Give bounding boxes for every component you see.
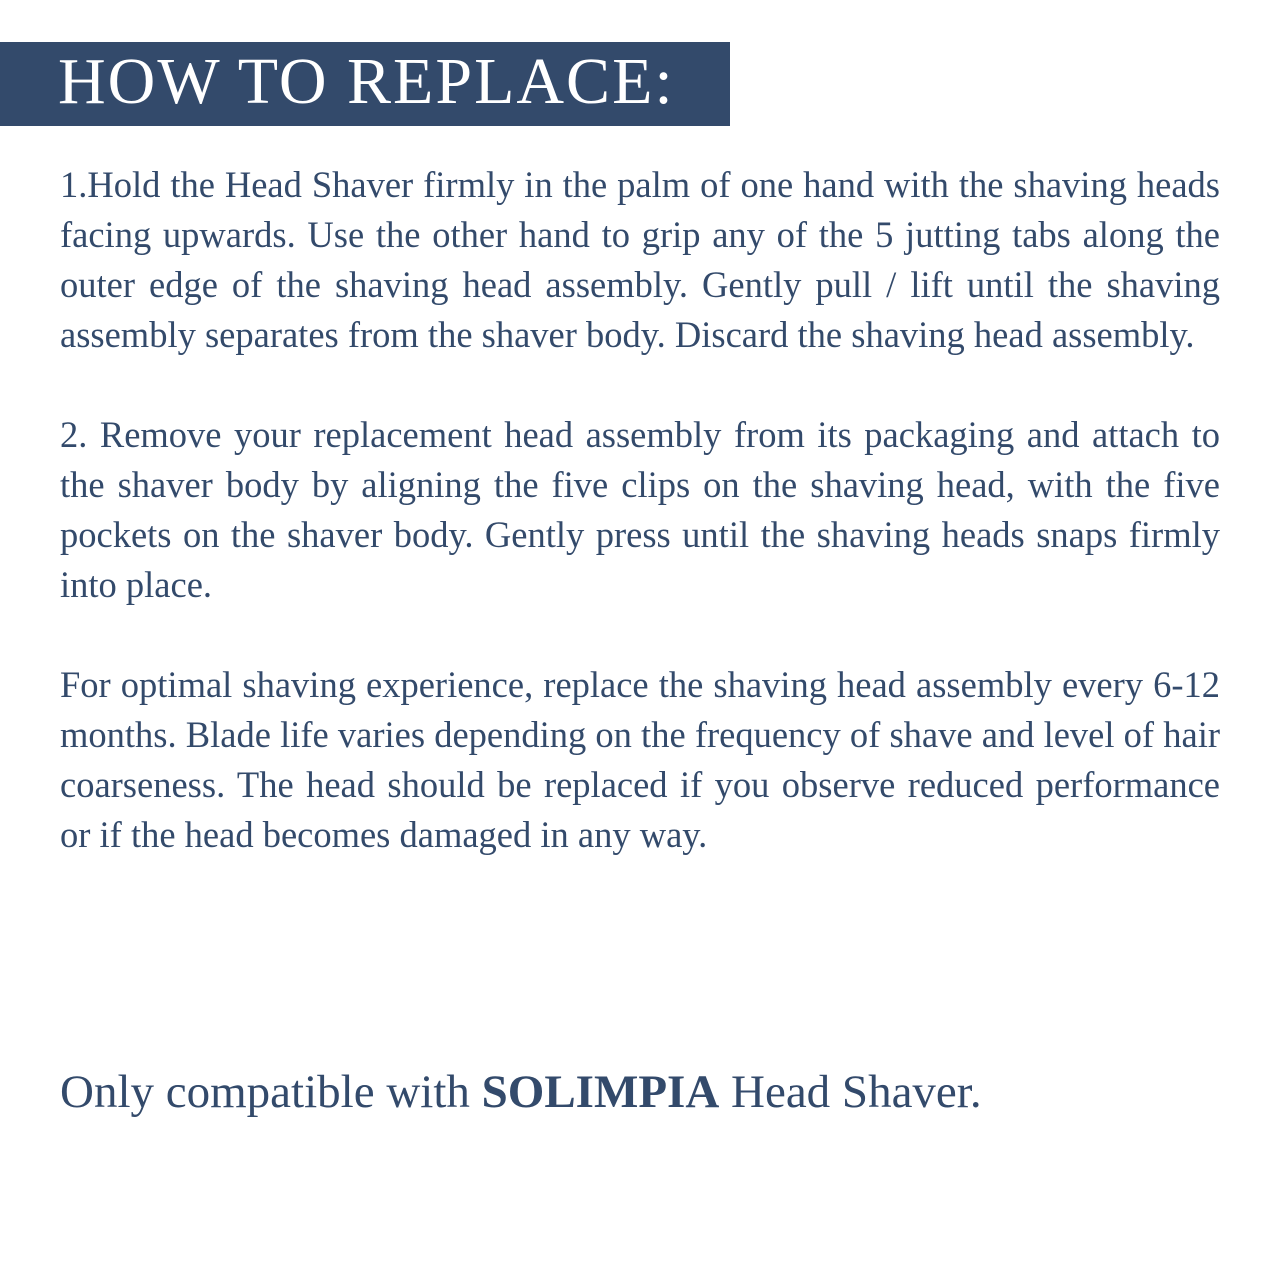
page-title: HOW TO REPLACE: [58,45,675,118]
brand-name: SOLIMPIA [481,1066,720,1118]
instructions [60,160,1220,860]
replacement-tip-text: For optimal shaving experience, replace the shaving head assembly every 6-12 months. Blade life varies depending on the frequency of shave and level of hair coarseness. The head should be replaced if you observe reduced performance or if the head becomes damaged in any way. [60,664,1220,855]
compatibility-prefix: Only compatible with [60,1066,482,1118]
step-2-text: 2. Remove your replacement head assembly from its packaging and attach to the shaver body by aligning the five clips on the shaving head, with the five pockets on the shaver body. Gently press until the shaving heads snaps firmly into place. [60,414,1220,605]
compatibility-note [60,1062,982,1122]
compatibility-suffix: Head Shaver. [719,1066,982,1118]
step-1-text: 1.Hold the Head Shaver firmly in the palm of one hand with the shaving heads facing upwards. Use the other hand to grip any of the 5 jutting tabs along the outer edge of the shaving head assembly. Gently pull / lift until the shaving assembly separates from the shaver body. Discard the shaving head assembly. [60,164,1220,355]
